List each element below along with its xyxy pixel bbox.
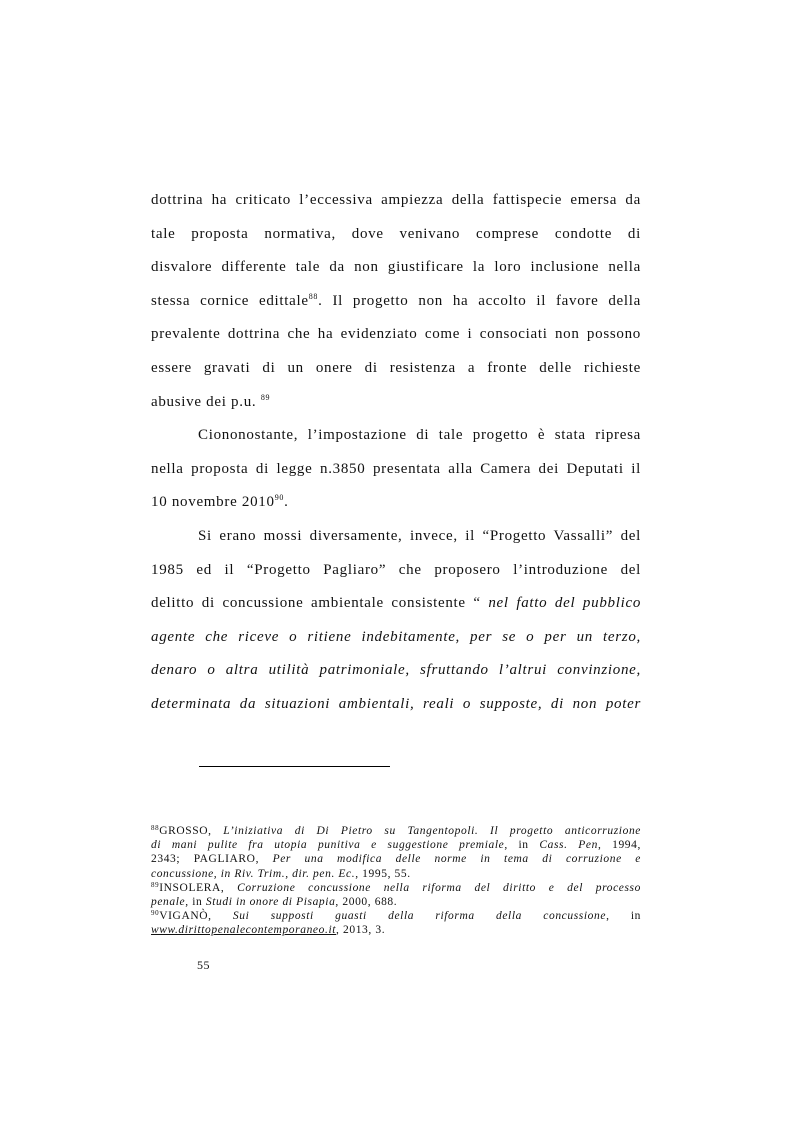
- footnote-line: 2343; PAGLIARO, Per una modifica delle norme in tema di corruzione e: [151, 853, 641, 866]
- footnote-ref-90: 90: [274, 493, 285, 503]
- footnote-separator: [199, 766, 390, 767]
- body-text: [151, 184, 641, 722]
- footnote-90: $^{90}$VIGANÒ, Sui supposti guasti della riforma della concussione, in: [151, 909, 641, 923]
- footnote-line: penale, in Studi in onore di Pisapia, 2000, 688.: [151, 896, 398, 909]
- text-line: disvalore differente tale da non giustificare la loro inclusione nella: [151, 259, 641, 276]
- footnotes: [151, 824, 641, 938]
- page-number: 55: [197, 958, 210, 972]
- footnote-ref-88: 88: [308, 291, 319, 301]
- text-line: abusive dei p.u. $^{89}$: [151, 392, 271, 410]
- text-line: nella proposta di legge n.3850 presentata alla Camera dei Deputati il: [151, 460, 641, 477]
- footnote-89: $^{89}$INSOLERA, Corruzione concussione nella riforma del diritto e del processo: [151, 880, 641, 894]
- text-line: determinata da situazioni ambientali, reali o supposte, di non poter: [151, 695, 641, 712]
- footnote-line: www.dirittopenalecontemporaneo.it, 2013, 3.: [151, 924, 386, 937]
- text-line: essere gravati di un onere di resistenza a fronte delle richieste: [151, 359, 641, 376]
- text-line: denaro o altra utilità patrimoniale, sfruttando l’altrui convinzione,: [151, 662, 641, 679]
- footnote-line: di mani pulite fra utopia punitiva e suggestione premiale, in Cass. Pen, 1994,: [151, 839, 641, 852]
- footnote-link[interactable]: www.dirittopenalecontemporaneo.it: [151, 924, 337, 937]
- text-line: prevalente dottrina che ha evidenziato come i consociati non possono: [151, 326, 641, 343]
- text-line: dottrina ha criticato l’eccessiva ampiezza della fattispecie emersa da: [151, 192, 641, 208]
- text-line: Ciononostante, l’impostazione di tale progetto è stata ripresa: [198, 427, 641, 444]
- text-line: stessa cornice edittale$^{88}$. Il progetto non ha accolto il favore della: [151, 291, 641, 309]
- text-line: delitto di concussione ambientale consistente “ nel fatto del pubblico: [151, 595, 642, 612]
- text-line: agente che riceve o ritiene indebitamente, per se o per un terzo,: [151, 628, 641, 645]
- text-line: 1985 ed il “Progetto Pagliaro” che proposero l’introduzione del: [151, 561, 641, 578]
- text-line: 10 novembre 2010$^{90}$.: [151, 493, 289, 511]
- footnote-line: concussione, in Riv. Trim., dir. pen. Ec., 1995, 55.: [151, 867, 411, 880]
- footnote-88: $^{88}$GROSSO, L’iniziativa di Di Pietro su Tangentopoli. Il progetto anticorruzione: [151, 824, 641, 837]
- footnote-ref-89: 89: [260, 392, 271, 402]
- text-line: tale proposta normativa, dove venivano comprese condotte di: [151, 225, 641, 242]
- text-line: Si erano mossi diversamente, invece, il “Progetto Vassalli” del: [198, 527, 641, 544]
